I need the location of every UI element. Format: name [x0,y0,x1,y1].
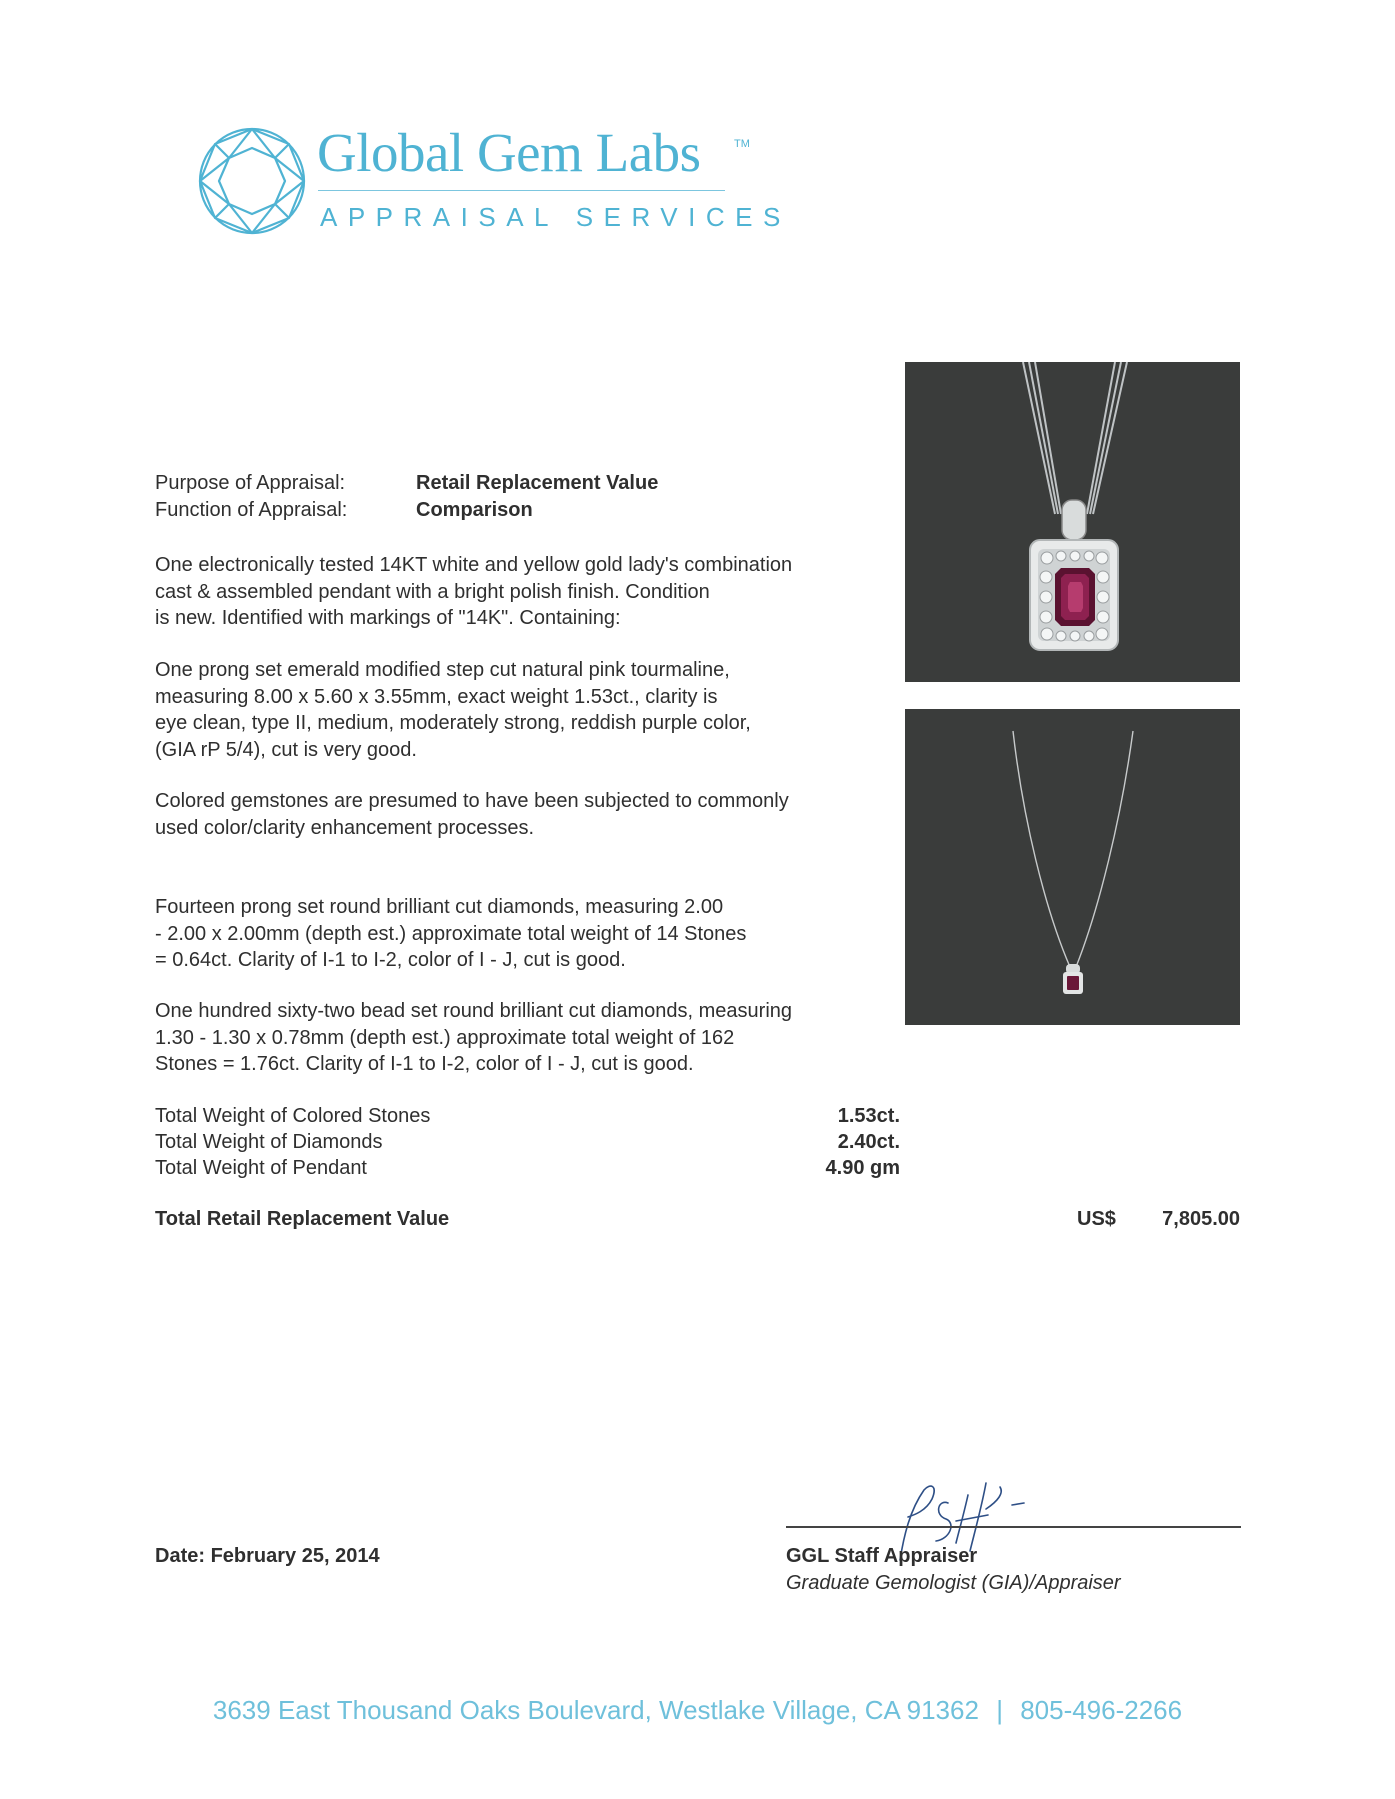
gem-logo-icon [197,126,307,236]
text-line: cast & assembled pendant with a bright polish finish. Condition [155,580,710,603]
weight-label: Total Weight of Colored Stones [155,1105,431,1127]
weight-label: Total Weight of Pendant [155,1157,367,1179]
appraisal-date: Date: February 25, 2014 [155,1545,380,1567]
text-line: One prong set emerald modified step cut natural pink tourmaline, [155,659,730,681]
brand-name: Global Gem Labs [317,122,701,183]
text-line: One electronically tested 14KT white and yellow gold lady's combination [155,554,793,576]
pendant-closeup-photo [905,362,1240,682]
total-amount: 7,805.00 [1162,1208,1240,1230]
text-line: Fourteen prong set round brilliant cut diamonds, measuring 2.00 [155,896,724,918]
necklace-full-photo [905,709,1240,1025]
purpose-label: Purpose of Appraisal: [155,472,346,494]
weight-value: 1.53ct. [837,1105,900,1127]
signer-credential: Graduate Gemologist (GIA)/Appraiser [786,1572,1121,1594]
text-line: (GIA rP 5/4), cut is very good. [155,738,417,761]
text-line: = 0.64ct. Clarity of I-1 to I-2, color of I - J, cut is good. [155,949,626,971]
text-line: measuring 8.00 x 5.60 x 3.55mm, exact weight 1.53ct., clarity is [155,685,718,708]
text-line: is new. Identified with markings of "14K". Containing: [155,607,621,629]
signer-title: GGL Staff Appraiser [786,1545,978,1567]
tourmaline-description [155,657,895,763]
text-line: 1.30 - 1.30 x 0.78mm (depth est.) approximate total weight of 162 [155,1026,735,1049]
footer-separator: | [996,1695,1003,1725]
weight-value: 4.90 gm [825,1157,900,1179]
text-line: eye clean, type II, medium, moderately strong, reddish purple color, [155,712,751,734]
brand-divider [318,190,725,191]
text-line: One hundred sixty-two bead set round brilliant cut diamonds, measuring [155,1000,793,1022]
footer-address: 3639 East Thousand Oaks Boulevard, Westlake Village, CA 91362 [212,1695,979,1725]
text-line: used color/clarity enhancement processes. [155,816,535,839]
item-description [155,552,895,632]
total-label: Total Retail Replacement Value [155,1208,450,1230]
footer-contact [0,1695,1395,1726]
trademark-mark: TM [734,138,750,150]
text-line: Stones = 1.76ct. Clarity of I-1 to I-2, color of I - J, cut is good. [155,1053,694,1075]
text-line: Colored gemstones are presumed to have been subjected to commonly [155,790,789,812]
text-line: - 2.00 x 2.00mm (depth est.) approximate total weight of 14 Stones [155,922,747,945]
signature-line [786,1526,1241,1528]
purpose-value: Retail Replacement Value [416,472,659,494]
diamonds-14-description [155,894,895,974]
diamonds-162-description [155,998,895,1078]
total-currency: US$ [1077,1208,1116,1230]
weight-label: Total Weight of Diamonds [155,1131,383,1153]
footer-phone: 805-496-2266 [1020,1695,1183,1725]
brand-subtitle: APPRAISAL SERVICES [320,202,791,232]
enhancement-note [155,788,895,841]
function-value: Comparison [416,499,533,521]
weight-value: 2.40ct. [837,1131,900,1153]
function-label: Function of Appraisal: [155,499,348,521]
